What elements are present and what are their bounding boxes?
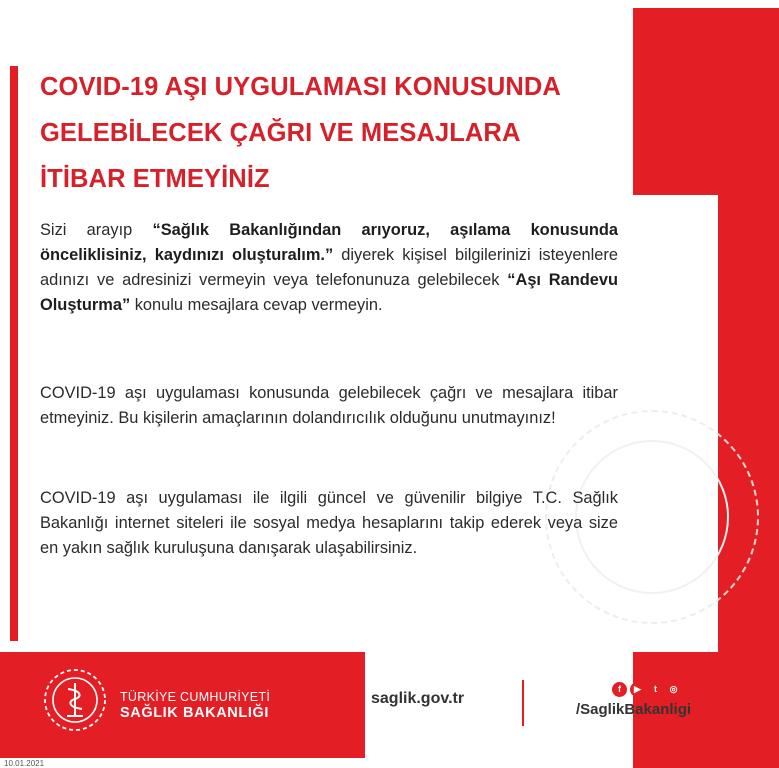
website-link[interactable]: saglik.gov.tr (371, 690, 465, 707)
ministry-logo-icon (42, 667, 108, 733)
facebook-icon[interactable]: f (612, 682, 627, 697)
page-title (40, 64, 630, 202)
social-handle[interactable]: /SaglikBakanligi (576, 701, 692, 718)
paragraph1-quote-call: “Sağlık Bakanlığından arıyoruz, aşılama konusunda önceliklisiniz, kaydınızı oluşturalım.” (40, 221, 618, 264)
paragraph1-text-2: diyerek kişisel bilgilerinizi isteyenlere adınızı ve adresinizi vermeyin veya telefonunuza gelebilecek (40, 246, 618, 289)
title-line-1: COVID-19 AŞI UYGULAMASI KONUSUNDA (40, 73, 561, 101)
social-icons (612, 682, 681, 697)
paragraph-warning (40, 218, 618, 318)
paragraph-official-sources: COVID-19 aşı uygulaması ile ilgili güncel ve güvenilir bilgiye T.C. Sağlık Bakanlığı internet siteleri ile sosyal medya hesaplarını takip ederek veya size en yakın sağlık kuruluşuna danışarak ulaşabilirsiniz. (40, 489, 618, 557)
footer-divider (522, 680, 524, 726)
paragraph1-text-1: Sizi arayıp (40, 221, 153, 239)
brand-country-name: TÜRKİYE CUMHURİYETİ (120, 690, 271, 704)
paragraph1-quote-sms: “Aşı Randevu Oluşturma” (40, 271, 618, 314)
title-line-3: İTİBAR ETMEYİNİZ (40, 165, 270, 193)
youtube-icon[interactable]: ▶ (630, 682, 645, 697)
left-accent-bar (10, 66, 18, 641)
paragraph-fraud-notice: COVID-19 aşı uygulaması konusunda gelebilecek çağrı ve mesajlara itibar etmeyiniz. Bu kişilerin amaçlarının dolandırıcılık olduğunu unutmayınız! (40, 384, 618, 427)
title-line-2: GELEBİLECEK ÇAĞRI VE MESAJLARA (40, 119, 521, 147)
brand-ministry-name: SAĞLIK BAKANLIĞI (120, 705, 269, 721)
date-stamp: 10.01.2021 (4, 759, 45, 768)
twitter-icon[interactable]: t (648, 682, 663, 697)
instagram-icon[interactable]: ◎ (666, 682, 681, 697)
paragraph1-text-3: konulu mesajlara cevap vermeyin. (130, 296, 383, 314)
